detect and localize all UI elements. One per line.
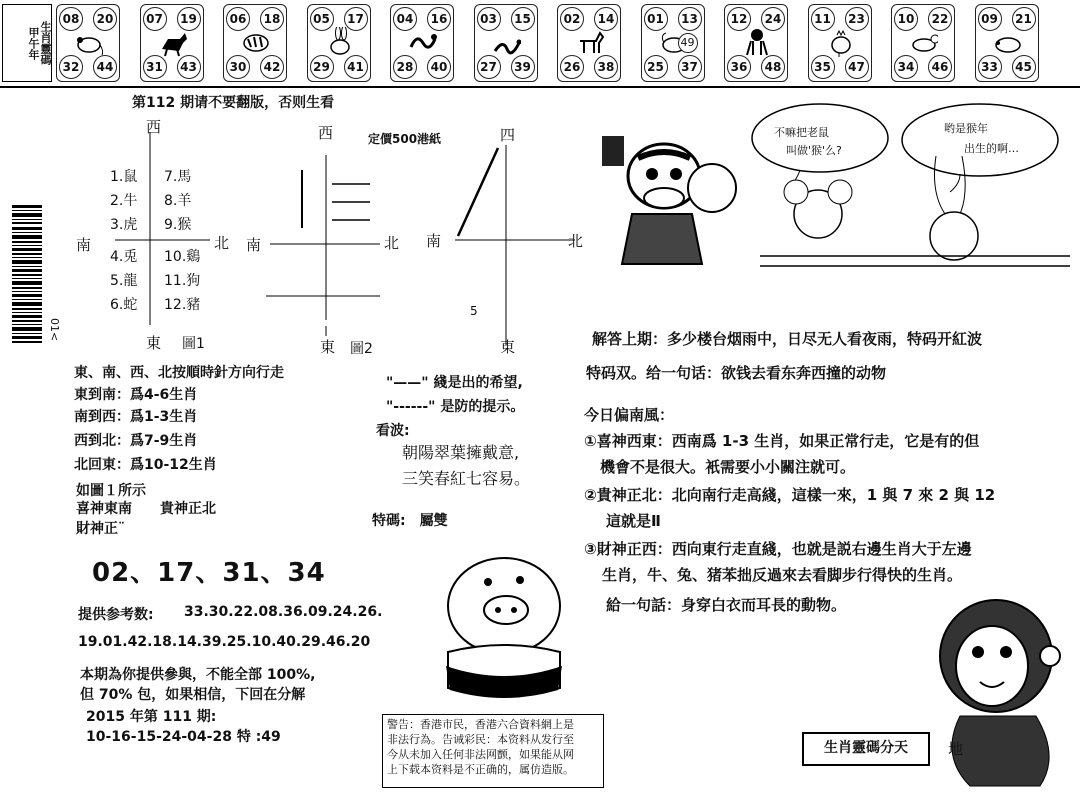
- rule-line: 東到南：爲4-6生肖: [74, 387, 198, 403]
- zodiac-number: 13: [678, 7, 702, 31]
- issue-line: 第112 期请不要翻版，否则生看: [132, 95, 335, 111]
- zodiac-number: 11: [811, 7, 835, 31]
- zodiac-number: 08: [59, 7, 83, 31]
- final-hint: 給一句話：身穿白衣而耳長的動物。: [606, 596, 847, 614]
- notice-line: 今从未加入任何非法网颤，如果能从网: [387, 748, 574, 761]
- barcode-icon: [12, 205, 42, 345]
- rule-line: 如圖１所示: [76, 483, 146, 499]
- zodiac-number: 16: [427, 7, 451, 31]
- ref-numbers-label: 提供参考数:: [78, 607, 154, 623]
- zodiac-number: 47: [845, 55, 869, 79]
- poem-line: 三笑春紅七容易。: [402, 469, 531, 488]
- zodiac-number: 36: [727, 55, 751, 79]
- header-label-line: 甲午年: [27, 26, 40, 60]
- fig3-east: 東: [500, 338, 516, 356]
- zodiac-cell: [307, 4, 371, 82]
- header-divider: [0, 86, 1080, 88]
- zodiac-number: 22: [928, 7, 952, 31]
- fig1-zodiac-label: 6.蛇: [110, 297, 138, 313]
- pig-cartoon-icon: [436, 548, 576, 708]
- snake-icon: [493, 27, 521, 57]
- zodiac-number: 23: [845, 7, 869, 31]
- zodiac-cell: [140, 4, 204, 82]
- warning-notice: [382, 714, 604, 788]
- notice-line: 上下载本资料是不正确的，属仿造版。: [387, 763, 574, 776]
- zodiac-cell: [724, 4, 788, 82]
- monkey-icon: [743, 27, 771, 57]
- zodiac-number: 24: [761, 7, 785, 31]
- bubble-left-line: 不嘛把老鼠: [774, 126, 829, 139]
- fig1-zodiac-label: 1.鼠: [110, 169, 138, 185]
- notice-line: 非法行為。告诫彩民：本资料从发行至: [387, 733, 574, 746]
- rule-line: 東、南、西、北按順時針方向行走: [74, 365, 284, 381]
- zodiac-number: 21: [1012, 7, 1036, 31]
- god-paragraph-line: ②貴神正北：北向南行走高綫，這樣一來，1 與 7 來 2 與 12: [584, 486, 996, 504]
- zodiac-number: 43: [177, 55, 201, 79]
- zodiac-number: 34: [894, 55, 918, 79]
- rule-line: 喜神東南 貴神正北: [76, 501, 216, 517]
- last-issue-result: 10-16-15-24-04-28 特 :49: [86, 729, 281, 745]
- tiger-icon: [242, 27, 270, 57]
- zodiac-strip: [0, 0, 1080, 84]
- ref-numbers-line: 33.30.22.08.36.09.24.26.: [184, 604, 383, 620]
- fig2-north: 北: [384, 234, 400, 252]
- zodiac-number: 09: [978, 7, 1002, 31]
- rule-line: 南到西：爲1-3生肖: [74, 409, 198, 425]
- notice-line: 警告：香港市民，香港六合資料網上是: [387, 718, 574, 731]
- cow-cartoon-icon: [592, 118, 742, 278]
- zodiac-number: 41: [344, 55, 368, 79]
- god-paragraph-line: 機會不是很大。衹需要小小關注就可。: [600, 458, 856, 476]
- fig1-zodiac-label: 12.豬: [164, 297, 201, 313]
- ref-numbers-line: 19.01.42.18.14.39.25.10.40.29.46.20: [78, 634, 371, 650]
- last-issue-label: 2015 年第 111 期:: [86, 709, 217, 725]
- zodiac-number: 38: [594, 55, 618, 79]
- wind-heading: 今日偏南風：: [584, 406, 675, 424]
- poem-line: 朝陽翠葉擁戴意,: [402, 443, 520, 462]
- zodiac-cell: [975, 4, 1039, 82]
- fig2-west: 西: [318, 124, 334, 142]
- zodiac-number: 05: [310, 7, 334, 31]
- fig2-east: 東: [320, 338, 336, 356]
- fig1-zodiac-label: 11.狗: [164, 273, 201, 289]
- zodiac-number: 10: [894, 7, 918, 31]
- zodiac-number: 12: [727, 7, 751, 31]
- zodiac-number: 35: [811, 55, 835, 79]
- lucky-numbers: 02、17、31、34: [92, 558, 326, 588]
- zodiac-number: 42: [260, 55, 284, 79]
- zodiac-number: 32: [59, 55, 83, 79]
- fig3-stray-mark: 5: [470, 304, 478, 318]
- rule-line: 西到北：爲7-9生肖: [74, 433, 198, 449]
- bubble-right-line: 哟是猴年: [944, 122, 988, 135]
- fig1-zodiac-label: 5.龍: [110, 273, 138, 289]
- zodiac-number: 39: [511, 55, 535, 79]
- zodiac-number: 31: [143, 55, 167, 79]
- zodiac-number: 33: [978, 55, 1002, 79]
- zodiac-number: 27: [477, 55, 501, 79]
- tema-label: 特碼: 屬雙: [372, 513, 448, 529]
- zodiac-number: 14: [594, 7, 618, 31]
- fig1-zodiac-label: 9.猴: [164, 217, 192, 233]
- fig2-caption: 圖2: [350, 341, 373, 357]
- bubble-right-line: 出生的啊…: [964, 142, 1019, 155]
- god-paragraph-line: ①喜神西東：西南爲 1-3 生肖，如果正常行走，它是有的但: [584, 432, 980, 450]
- fig1-zodiac-label: 8.羊: [164, 193, 192, 209]
- fig1-zodiac-label: 7.馬: [164, 169, 192, 185]
- barcode-number: 01<: [48, 318, 61, 342]
- zodiac-cell: [891, 4, 955, 82]
- zodiac-number: 17: [344, 7, 368, 31]
- zodiac-cell: [223, 4, 287, 82]
- price-label: 定價500港紙: [368, 132, 442, 146]
- zodiac-number: 04: [393, 7, 417, 31]
- zodiac-number: 46: [928, 55, 952, 79]
- legend-dashed-line: "------" 是防的提示。: [386, 399, 525, 415]
- rat-icon: [75, 27, 103, 57]
- zodiac-number: 48: [761, 55, 785, 79]
- fig1-caption: 圖1: [182, 336, 205, 352]
- zodiac-cell: [808, 4, 872, 82]
- legend-solid-line: "——" 綫是出的希望,: [386, 375, 523, 391]
- kanbo-label: 看波:: [376, 423, 410, 439]
- zodiac-number: 06: [226, 7, 250, 31]
- promo-line: 本期為你提供參與，不能全部 100%,: [80, 667, 316, 683]
- header-label: [2, 4, 52, 82]
- fig3-south: 南: [426, 232, 442, 250]
- promo-line: 但 70% 包，如果相信，下回在分解: [80, 687, 306, 703]
- fig2-south: 南: [246, 236, 262, 254]
- god-paragraph-line: 生肖，牛、兔、猪苯拙反過來去看脚步行得快的生肖。: [602, 566, 963, 584]
- hint-line: 特码双。给一句话：欲钱去看东奔西撞的动物: [586, 364, 887, 382]
- zodiac-cell: [641, 4, 705, 82]
- zodiac-number: 40: [427, 55, 451, 79]
- rule-line: 北回東：爲10-12生肖: [74, 457, 217, 473]
- zodiac-number: 15: [511, 7, 535, 31]
- fig1-zodiac-label: 3.虎: [110, 217, 138, 233]
- dragon-icon: [409, 27, 437, 57]
- zodiac-number: 29: [310, 55, 334, 79]
- zodiac-number: 44: [93, 55, 117, 79]
- fig1-south: 南: [76, 236, 92, 254]
- dog-icon: [910, 27, 938, 57]
- stamp-tail: 地: [948, 740, 964, 758]
- fig1-west: 西: [146, 118, 162, 136]
- fig3-north: 北: [568, 232, 584, 250]
- zodiac-cell: [557, 4, 621, 82]
- rule-line: 財神正¨: [76, 521, 125, 537]
- fig3-west: 四: [500, 126, 516, 144]
- ox-icon: [159, 27, 187, 57]
- zodiac-number: 03: [477, 7, 501, 31]
- pig-icon: [994, 27, 1022, 57]
- god-paragraph-line: 這就是Ⅱ: [606, 512, 661, 530]
- brand-stamp: 生肖靈碼分天: [802, 732, 930, 766]
- fig1-zodiac-label: 4.兎: [110, 249, 138, 265]
- god-paragraph-line: ③財神正西：西向東行走直綫，也就是説右邊生肖大于左邊: [584, 540, 972, 558]
- answer-last-issue: 解答上期：多少楼台烟雨中，日尽无人看夜雨，特码开紅波: [592, 330, 983, 348]
- fig1-north: 北: [214, 234, 230, 252]
- zodiac-number: 20: [93, 7, 117, 31]
- header-label-line: 生肖靈碼: [39, 21, 52, 65]
- zodiac-number: 19: [177, 7, 201, 31]
- bubble-left-line: 叫做'猴'么?: [786, 144, 842, 157]
- fig1-zodiac-label: 10.鷄: [164, 249, 201, 265]
- horse-icon: [576, 27, 604, 57]
- zodiac-cell: [474, 4, 538, 82]
- zodiac-number: 01: [644, 7, 668, 31]
- zodiac-number: 18: [260, 7, 284, 31]
- zodiac-number: 07: [143, 7, 167, 31]
- zodiac-number: 26: [560, 55, 584, 79]
- zodiac-number: 30: [226, 55, 250, 79]
- monkey-cartoon-icon: [920, 586, 1080, 791]
- zodiac-cell: [390, 4, 454, 82]
- zodiac-extra-number: 49: [678, 33, 698, 53]
- fig1-east: 東: [146, 334, 162, 352]
- zodiac-number: 37: [678, 55, 702, 79]
- zodiac-number: 45: [1012, 55, 1036, 79]
- rabbit-icon: [326, 27, 354, 57]
- zodiac-number: 25: [644, 55, 668, 79]
- zodiac-number: 28: [393, 55, 417, 79]
- fig1-zodiac-label: 2.牛: [110, 193, 138, 209]
- zodiac-number: 02: [560, 7, 584, 31]
- zodiac-cell: [56, 4, 120, 82]
- rooster-icon: [827, 27, 855, 57]
